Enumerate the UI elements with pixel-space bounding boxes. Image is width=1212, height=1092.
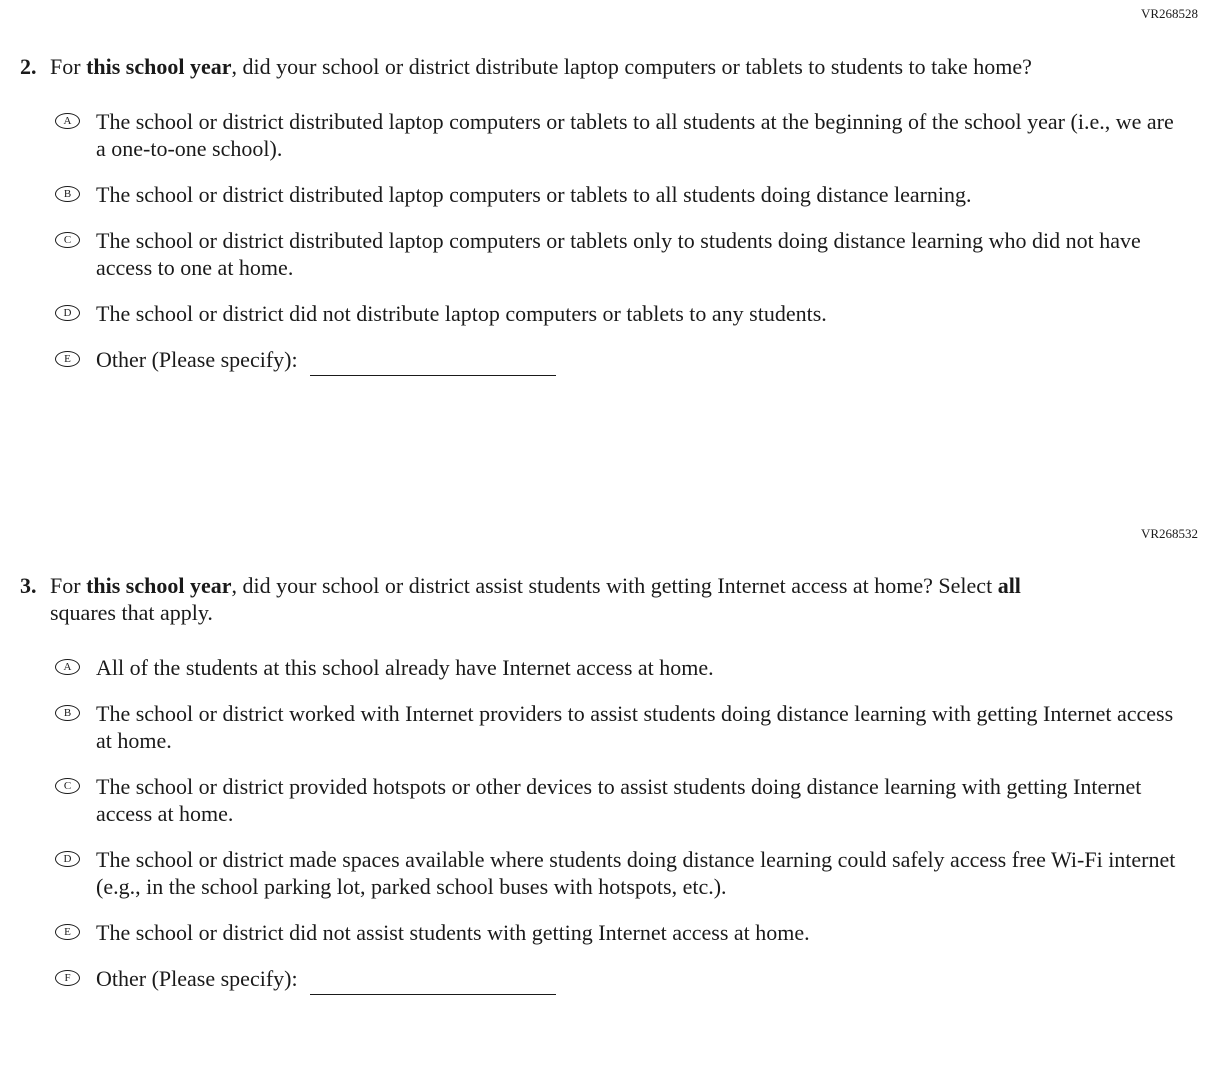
option-3d-label: The school or district made spaces available where students doing distance learning could safely access free Wi-Fi internet (e.g., in the school parking lot, parked school buses with hotspots, etc.). — [96, 847, 1176, 899]
question-3-text-bold2: all — [997, 573, 1021, 598]
question-2-text — [50, 53, 1032, 80]
answer-bubble-3c[interactable]: C — [55, 778, 80, 794]
question-2-options — [55, 108, 1198, 376]
answer-bubble-2d[interactable]: D — [55, 305, 80, 321]
option-2e[interactable] — [55, 346, 1198, 376]
other-specify-blank-q3[interactable] — [310, 980, 556, 995]
option-2a-label: The school or district distributed laptop computers or tablets to all students at the beginning of the school year (i.e., we are a one-to-one school). — [96, 109, 1174, 161]
question-3-options — [55, 654, 1198, 995]
option-2b[interactable] — [55, 181, 1198, 208]
option-3c-label: The school or district provided hotspots or other devices to assist students doing distance learning with getting Internet access at home. — [96, 774, 1142, 826]
question-3-text — [50, 572, 1060, 626]
option-3a-label: All of the students at this school already have Internet access at home. — [96, 655, 714, 680]
option-2e-label — [96, 346, 556, 376]
answer-bubble-3b[interactable]: B — [55, 705, 80, 721]
option-3c[interactable] — [55, 773, 1198, 827]
question-3 — [20, 526, 1198, 995]
option-2b-label: The school or district distributed laptop computers or tablets to all students doing distance learning. — [96, 182, 972, 207]
answer-bubble-2c[interactable]: C — [55, 232, 80, 248]
option-3e[interactable] — [55, 919, 1198, 946]
option-3f-label — [96, 965, 556, 995]
option-2a[interactable] — [55, 108, 1198, 162]
answer-bubble-2e[interactable]: E — [55, 351, 80, 367]
question-3-text-pre: For — [50, 573, 87, 598]
option-3b[interactable] — [55, 700, 1198, 754]
question-3-text-post: squares that apply. — [50, 600, 213, 625]
question-3-text-mid: , did your school or district assist students with getting Internet access at home? Select — [231, 573, 998, 598]
option-2c[interactable] — [55, 227, 1198, 281]
answer-bubble-3a[interactable]: A — [55, 659, 80, 675]
question-3-number: 3. — [20, 573, 37, 598]
option-3f[interactable] — [55, 965, 1198, 995]
answer-bubble-3d[interactable]: D — [55, 851, 80, 867]
answer-bubble-2a[interactable]: A — [55, 113, 80, 129]
question-2-text-pre: For — [50, 54, 87, 79]
other-specify-blank-q2[interactable] — [310, 361, 556, 376]
form-code-vr268528: VR268528 — [1140, 6, 1198, 21]
option-2d-label: The school or district did not distribute laptop computers or tablets to any students. — [96, 301, 827, 326]
answer-bubble-3e[interactable]: E — [55, 924, 80, 940]
question-2-text-bold: this school year — [86, 54, 232, 79]
form-code-vr268532: VR268532 — [1140, 526, 1198, 541]
question-2 — [20, 6, 1198, 376]
option-2e-text: Other (Please specify): — [96, 347, 298, 372]
answer-bubble-2b[interactable]: B — [55, 186, 80, 202]
question-3-stem — [20, 572, 1198, 626]
question-2-number: 2. — [20, 54, 37, 79]
option-2d[interactable] — [55, 300, 1198, 327]
answer-bubble-3f[interactable]: F — [55, 970, 80, 986]
option-3e-label: The school or district did not assist students with getting Internet access at home. — [96, 920, 810, 945]
question-3-text-bold1: this school year — [86, 573, 232, 598]
question-2-stem — [20, 53, 1198, 80]
option-3a[interactable] — [55, 654, 1198, 681]
option-3b-label: The school or district worked with Internet providers to assist students doing distance learning with getting Internet access at home. — [96, 701, 1174, 753]
option-2c-label: The school or district distributed laptop computers or tablets only to students doing distance learning who did not have access to one at home. — [96, 228, 1141, 280]
question-2-text-post: , did your school or district distribute laptop computers or tablets to students to take home? — [231, 54, 1032, 79]
option-3d[interactable] — [55, 846, 1198, 900]
option-3f-text: Other (Please specify): — [96, 966, 298, 991]
